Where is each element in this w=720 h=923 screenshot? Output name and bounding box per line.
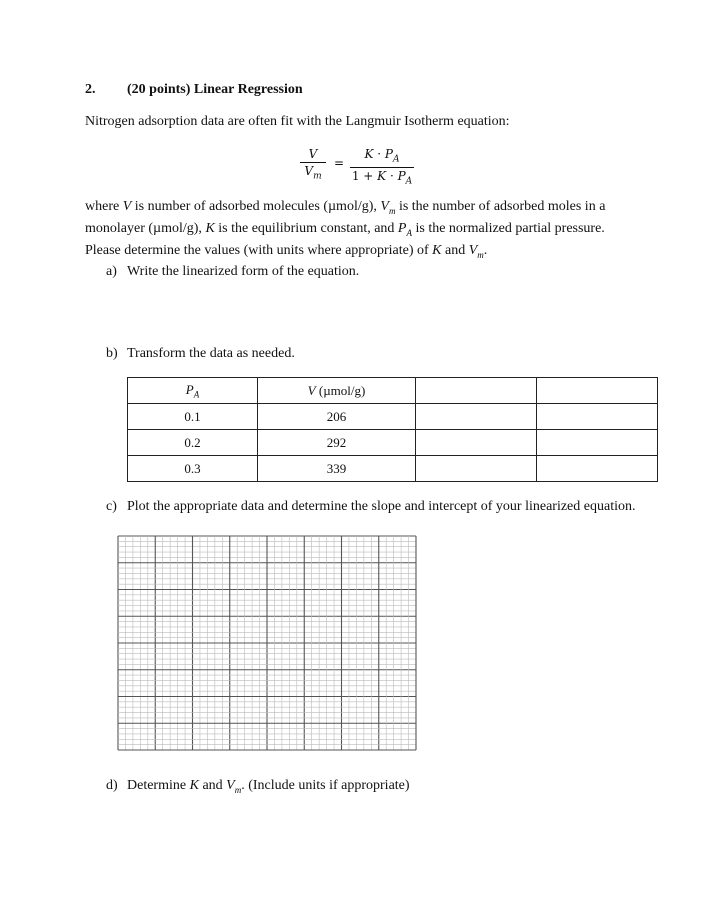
cell-blank[interactable]	[537, 404, 658, 430]
part-b-label: b)	[106, 346, 118, 361]
part-b	[106, 346, 295, 362]
cell-blank[interactable]	[416, 404, 537, 430]
lhs-numerator: V	[308, 147, 318, 161]
graph-paper[interactable]	[117, 535, 417, 751]
part-d-label: d)	[106, 778, 118, 793]
cell-pa: 0.3	[128, 456, 258, 482]
part-a-text: Write the linearized form of the equation.	[127, 264, 360, 279]
cell-blank[interactable]	[537, 430, 658, 456]
table-row	[128, 456, 658, 482]
vm-symbol: $V_m$	[380, 199, 396, 216]
table-header-row	[128, 378, 658, 404]
part-c	[106, 499, 635, 515]
problem-number: 2.	[85, 82, 96, 97]
cell-blank[interactable]	[537, 456, 658, 482]
lhs-fraction	[300, 146, 326, 184]
cell-blank[interactable]	[416, 456, 537, 482]
part-a-label: a)	[106, 264, 117, 279]
langmuir-equation	[300, 142, 420, 188]
rhs-fraction	[350, 146, 414, 190]
part-b-text: Transform the data as needed.	[127, 346, 295, 361]
lhs-denominator: $V_m$	[304, 164, 322, 182]
cell-pa: 0.2	[128, 430, 258, 456]
problem-heading	[85, 82, 303, 98]
intro-text: Nitrogen adsorption data are often fit with the Langmuir Isotherm equation:	[85, 114, 510, 129]
rhs-denominator: $1 + K \cdot P_A$	[351, 169, 413, 187]
table-row	[128, 430, 658, 456]
table-row	[128, 404, 658, 430]
problem-title: (20 points) Linear Regression	[127, 82, 303, 97]
rhs-numerator: $K \cdot P_A$	[364, 147, 400, 165]
part-d: d) Determine K and $V_m$. (Include units if appropriate)	[106, 778, 410, 795]
cell-v: 292	[258, 430, 416, 456]
header-blank-2[interactable]	[537, 378, 658, 404]
cell-blank[interactable]	[416, 430, 537, 456]
part-c-label: c)	[106, 499, 117, 514]
definitions-paragraph: where V is number of adsorbed molecules (µmol/g), $V_m$ is the number of adsorbed moles in a monolayer (µmol/g), K is the equilibrium constant, and $P_A$ is the normalized partial pressure. Please determine the values (with units where appropriate) of K and $V_m$.	[85, 199, 606, 260]
header-v: V (µmol/g)	[258, 378, 416, 404]
cell-v: 339	[258, 456, 416, 482]
cell-pa: 0.1	[128, 404, 258, 430]
data-table	[127, 377, 658, 482]
part-a	[106, 264, 359, 280]
header-pa: $P_A$	[128, 378, 258, 404]
cell-v: 206	[258, 404, 416, 430]
equals-sign: =	[334, 156, 345, 170]
header-blank-1[interactable]	[416, 378, 537, 404]
part-c-text: Plot the appropriate data and determine the slope and intercept of your linearized equation.	[127, 499, 636, 514]
